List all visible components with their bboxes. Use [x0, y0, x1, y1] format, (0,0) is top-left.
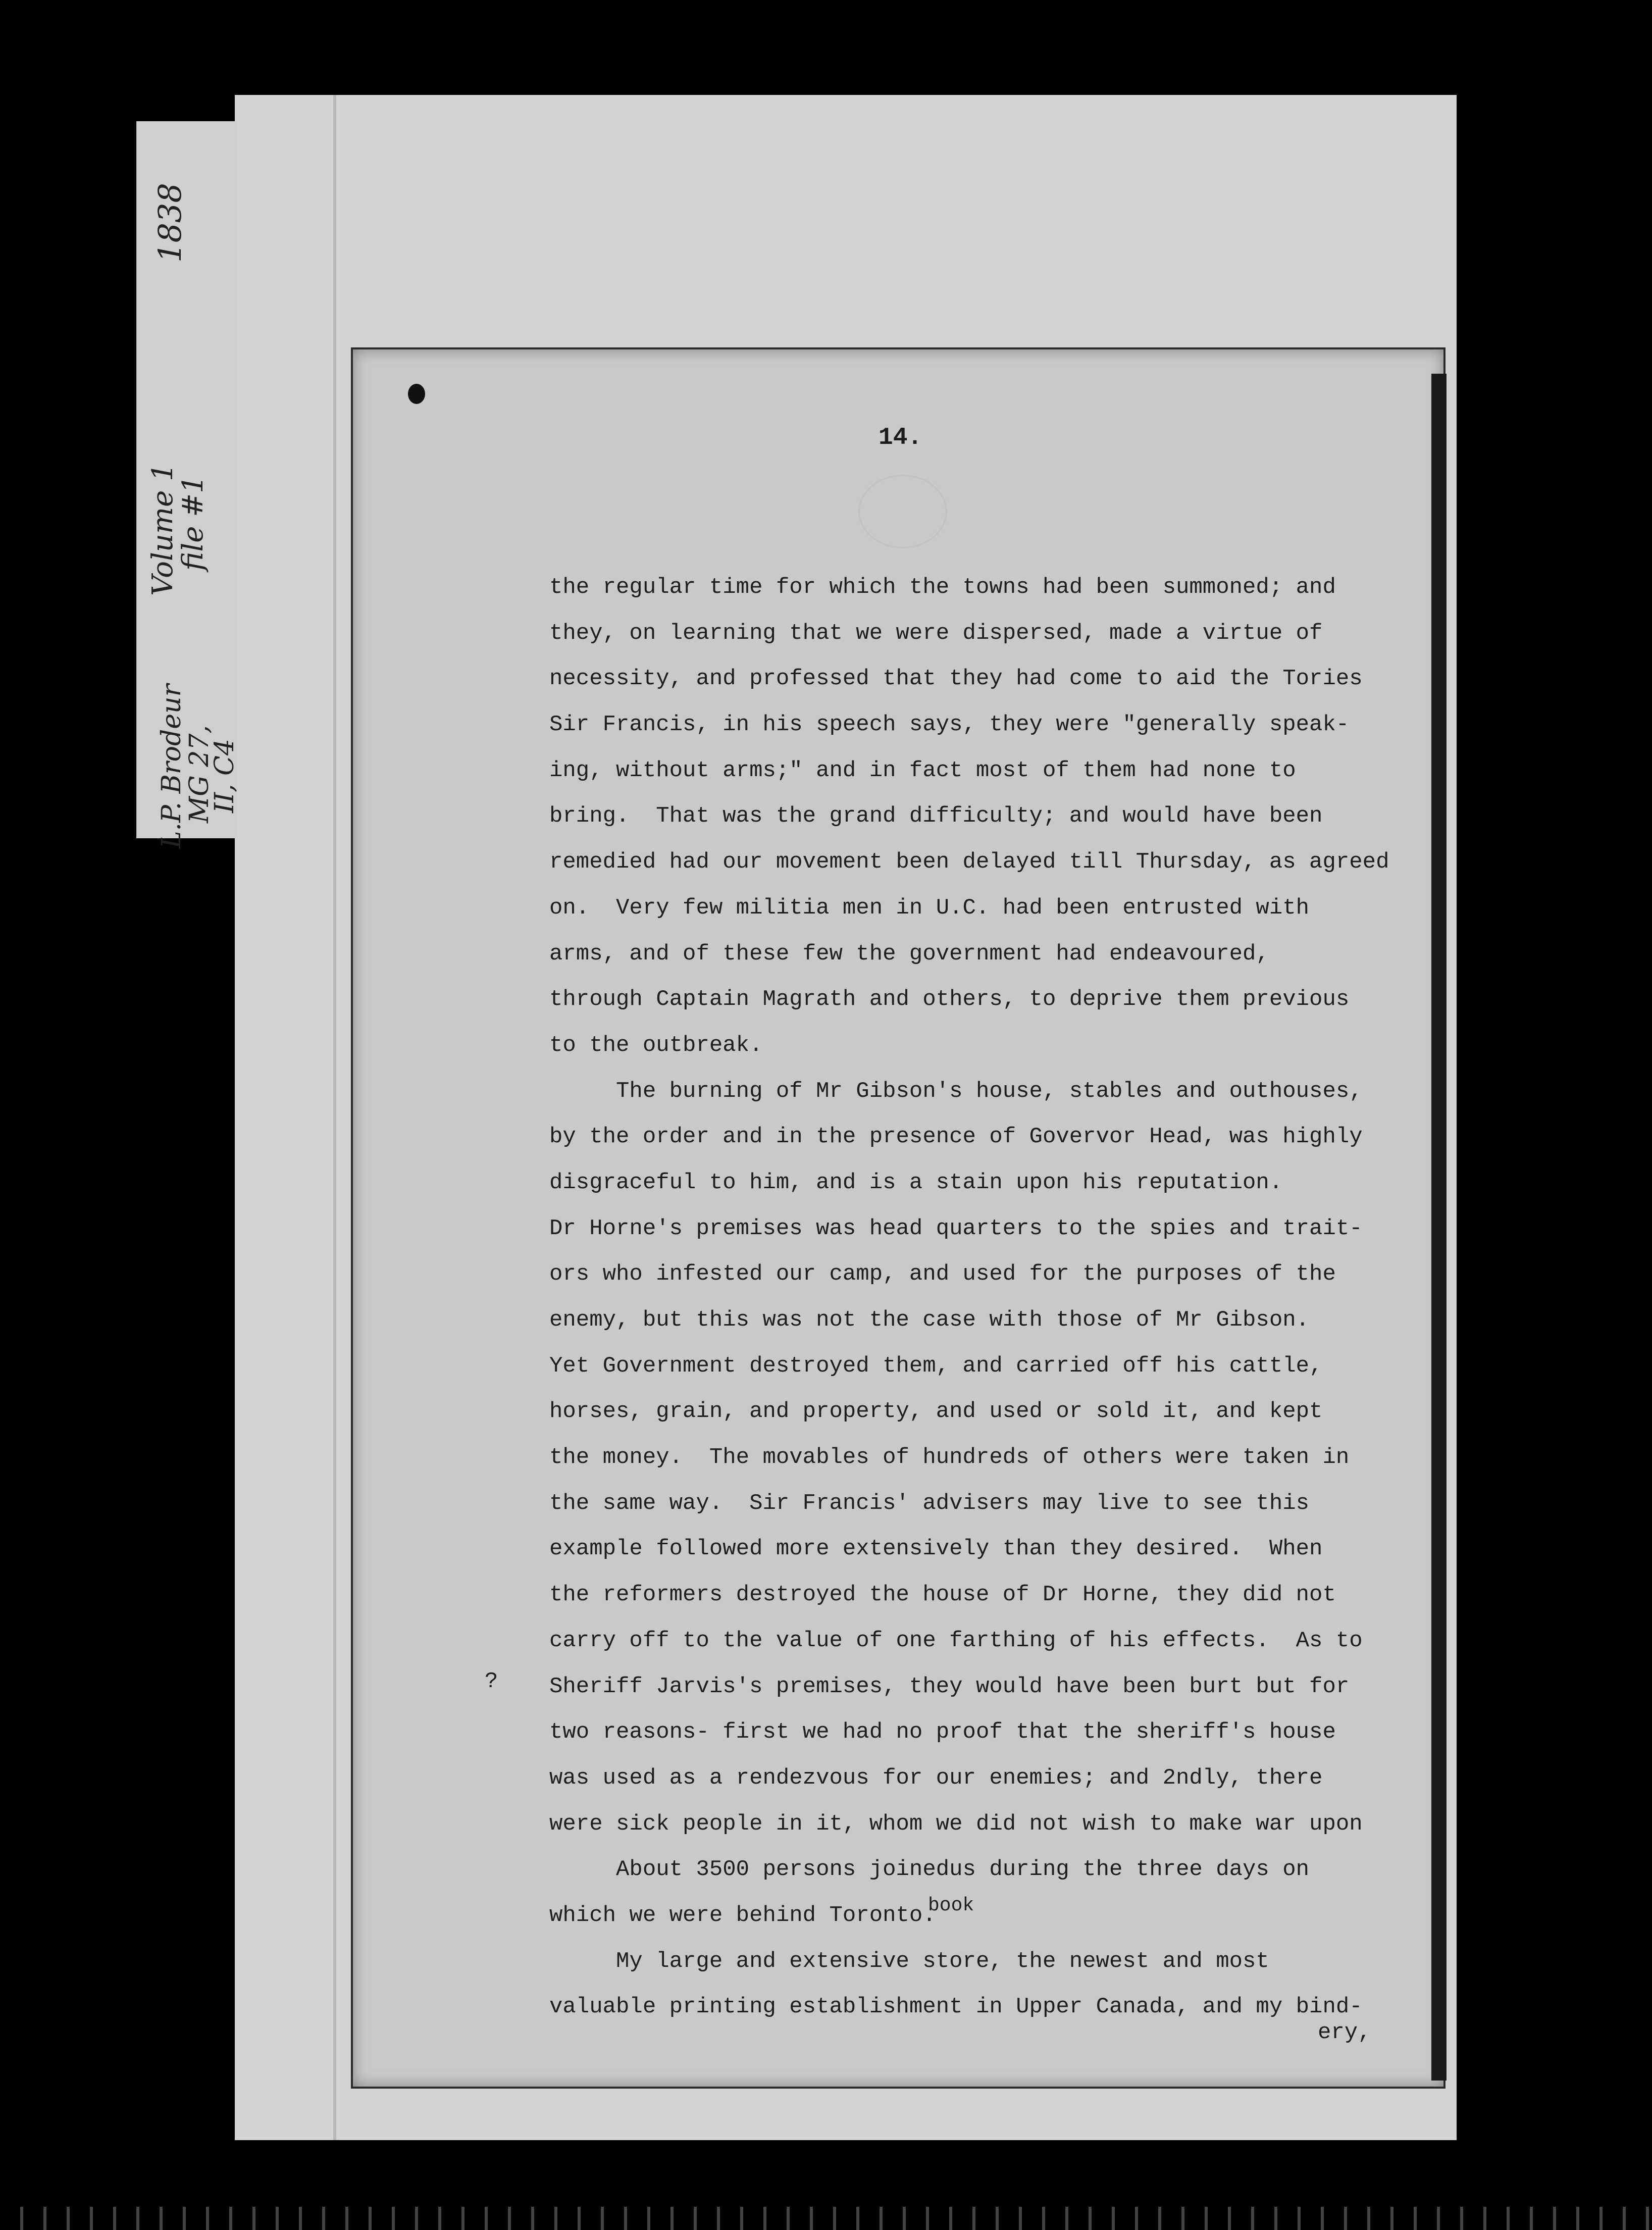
text-line: to the outbreak.	[549, 1032, 763, 1058]
text-line: Sheriff Jarvis's premises, they would have been burt but for	[549, 1674, 1350, 1699]
interlinear-insertion: book	[928, 1895, 974, 1916]
page-edge-shadow	[1431, 374, 1447, 2081]
text-line: Dr Horne's premises was head quarters to the spies and trait-	[549, 1215, 1363, 1241]
text-line: were sick people in it, whom we did not wish to make war upon	[549, 1811, 1363, 1837]
text-line: bring. That was the grand difficulty; and would have been	[549, 803, 1323, 829]
text-line: example followed more extensively than they desired. When	[549, 1536, 1323, 1562]
text-line: Sir Francis, in his speech says, they were "generally speak-	[549, 712, 1350, 738]
text-line: which we were behind Toronto.	[549, 1902, 936, 1928]
text-line: the regular time for which the towns had been summoned; and	[549, 575, 1336, 600]
text-line: through Captain Magrath and others, to deprive them previous	[549, 987, 1350, 1012]
text-line: The burning of Mr Gibson's house, stables and outhouses,	[549, 1078, 1363, 1104]
text-line: Yet Government destroyed them, and carried off his cattle,	[549, 1353, 1323, 1379]
text-line: they, on learning that we were dispersed, made a virtue of	[549, 620, 1323, 646]
text-line: on. Very few militia men in U.C. had been entrusted with	[549, 895, 1310, 921]
text-line: the reformers destroyed the house of Dr Horne, they did not	[549, 1582, 1336, 1608]
typed-body-text	[549, 565, 1398, 2030]
group-note: MG 27,	[184, 725, 215, 823]
text-line: ing, without arms;" and in fact most of them had none to	[549, 757, 1296, 783]
folder-rule	[333, 95, 336, 2140]
text-line: arms, and of these few the government had endeavoured,	[549, 941, 1269, 967]
text-line: ors who infested our camp, and used for the purposes of the	[549, 1261, 1336, 1287]
text-line: necessity, and professed that they had come to aid the Tories	[549, 666, 1363, 692]
text-line: carry off to the value of one farthing of his effects. As to	[549, 1628, 1363, 1653]
page-number: 14.	[879, 424, 922, 451]
text-line: by the order and in the presence of Govervor Head, was highly	[549, 1124, 1363, 1150]
collection-note: L.P. Brodeur	[157, 684, 187, 848]
text-line: disgraceful to him, and is a stain upon his reputation.	[549, 1170, 1283, 1195]
faint-stamp	[858, 475, 947, 548]
text-line: the same way. Sir Francis' advisers may live to see this	[549, 1490, 1310, 1516]
year-note: 1838	[151, 183, 188, 263]
file-note: file #1	[177, 475, 210, 571]
archival-reference-notes	[136, 151, 240, 858]
text-line: About 3500 persons joinedus during the three days on	[549, 1857, 1310, 1883]
text-line: remedied had our movement been delayed till Thursday, as agreed	[549, 849, 1389, 875]
text-line: valuable printing establishment in Upper Canada, and my bind-	[549, 1994, 1363, 2020]
volume-note: Volume 1	[146, 463, 179, 596]
text-line: the money. The movables of hundreds of others were taken in	[549, 1445, 1350, 1471]
text-line: was used as a rendezvous for our enemies; and 2ndly, there	[549, 1765, 1323, 1791]
text-line: horses, grain, and property, and used or sold it, and kept	[549, 1399, 1323, 1425]
margin-question-mark: ?	[485, 1669, 498, 1694]
punch-hole	[408, 384, 425, 404]
text-line: My large and extensive store, the newest and most	[549, 1948, 1269, 1974]
catchword: ery,	[1318, 2020, 1371, 2045]
series-note: II, C4	[210, 738, 240, 813]
text-line: enemy, but this was not the case with those of Mr Gibson.	[549, 1307, 1310, 1333]
film-strip-edge	[0, 2207, 1652, 2230]
text-line: two reasons- first we had no proof that the sheriff's house	[549, 1719, 1336, 1745]
